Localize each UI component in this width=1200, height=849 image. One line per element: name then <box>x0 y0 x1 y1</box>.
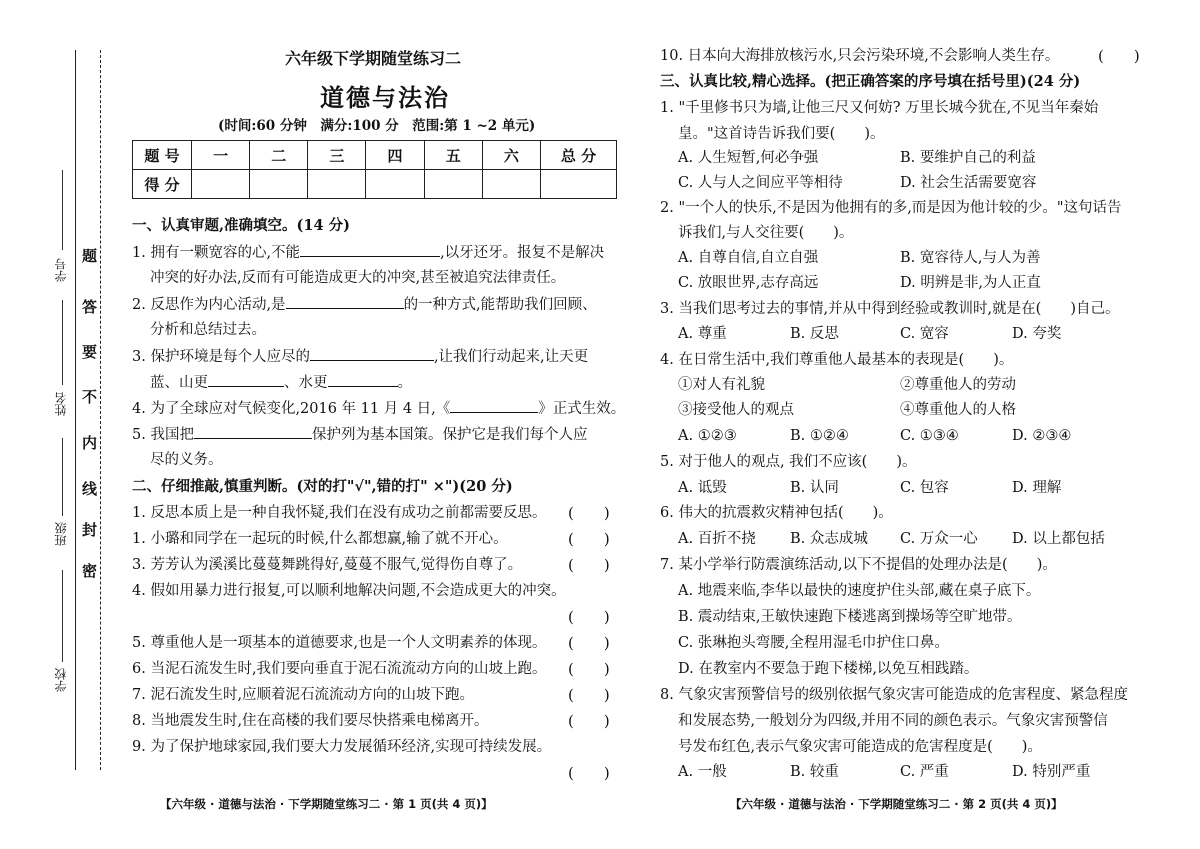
s3-q5-option-c[interactable]: C. 包容 <box>900 480 949 496</box>
exam-info: (时间:60 分钟 满分:100 分 范围:第 1 ~2 单元) <box>218 118 536 134</box>
s2-answer-1[interactable]: ( ) <box>568 504 610 522</box>
s3-q1-option-a[interactable]: A. 人生短暂,何必争强 <box>678 150 819 166</box>
score-row-label: 得 分 <box>133 170 192 199</box>
s1-q3-text-b: ,让我们行动起来,让天更 <box>433 349 589 365</box>
s3-q8-option-d[interactable]: D. 特别严重 <box>1012 764 1091 780</box>
footer-page-2: 【六年级 · 道德与法治 · 下学期随堂练习二 · 第 2 页(共 4 页)】 <box>730 797 1063 811</box>
s3-q7-option-a[interactable]: A. 地震来临,李华以最快的速度护住头部,藏在桌子底下。 <box>678 583 1041 599</box>
s1-q2-text-b: 的一种方式,能帮助我们回顾、 <box>403 297 597 313</box>
s1-q4-text-a: 4. 为了全球应对气候变化,2016 年 11 月 4 日,《 <box>132 401 451 417</box>
s2-answer-2[interactable]: ( ) <box>568 530 610 548</box>
seal-char-3: 要 <box>82 343 98 361</box>
s1-q3-text-c: 蓝、山更 <box>150 375 208 391</box>
s3-q3-option-c[interactable]: C. 宽容 <box>900 326 949 342</box>
score-header-cell: 四 <box>366 141 424 170</box>
s2-answer-6[interactable]: ( ) <box>568 660 610 678</box>
s1-q2-line2: 分析和总结过去。 <box>150 322 266 338</box>
s2-item-5: 5. 尊重他人是一项基本的道德要求,也是一个人文明素养的体现。 <box>132 635 547 651</box>
score-cell[interactable] <box>192 170 250 199</box>
s2-answer-9[interactable]: ( ) <box>568 764 610 782</box>
s3-q7-option-b[interactable]: B. 震动结束,王敏快速跑下楼逃离到操场等空旷地带。 <box>678 609 1022 625</box>
s3-q6-text: 6. 伟大的抗震救灾精神包括( )。 <box>660 505 893 521</box>
s3-q7-text: 7. 某小学举行防震演练活动,以下不提倡的处理办法是( )。 <box>660 557 1057 573</box>
s3-q3-option-b[interactable]: B. 反思 <box>790 326 839 342</box>
s1-q2-text-a: 2. 反思作为内心活动,是 <box>132 297 286 313</box>
s1-q5-line2: 尽的义务。 <box>150 452 223 468</box>
score-header-cell: 一 <box>192 141 250 170</box>
s3-q1-option-c[interactable]: C. 人与人之间应平等相待 <box>678 175 843 191</box>
s3-q3-option-a[interactable]: A. 尊重 <box>678 326 727 342</box>
s3-q4-option-b[interactable]: B. ①②④ <box>790 428 849 444</box>
s3-q4-item-1: ①对人有礼貌 <box>678 377 765 393</box>
seal-char-5: 内 <box>82 434 98 452</box>
blank-school[interactable] <box>62 570 63 662</box>
s3-q8-option-b[interactable]: B. 较重 <box>790 764 839 780</box>
s3-q4-item-3: ③接受他人的观点 <box>678 402 794 418</box>
s3-q7-option-c[interactable]: C. 张琳抱头弯腰,全程用湿毛巾护住口鼻。 <box>678 635 949 651</box>
s3-q3-option-d[interactable]: D. 夸奖 <box>1012 326 1062 342</box>
s1-q5-blank[interactable] <box>194 424 312 439</box>
s3-q8-line3: 号发布红色,表示气象灾害可能造成的危害程度是( )。 <box>678 739 1042 755</box>
section3-heading: 三、认真比较,精心选择。(把正确答案的序号填在括号里)(24 分) <box>660 73 1081 90</box>
s3-q8-option-c[interactable]: C. 严重 <box>900 764 949 780</box>
s3-q1-option-d[interactable]: D. 社会生活需要宽容 <box>900 175 1037 191</box>
s1-q3-blank2[interactable] <box>208 372 284 387</box>
s2-item-7: 7. 泥石流发生时,应顺着泥石流流动方向的山坡下跑。 <box>132 687 475 703</box>
score-table <box>132 140 617 199</box>
s3-q6-option-b[interactable]: B. 众志成城 <box>790 531 868 547</box>
s2-item-8: 8. 当地震发生时,住在高楼的我们要尽快搭乘电梯离开。 <box>132 713 489 729</box>
s2-item-1: 1. 反思本质上是一种自我怀疑,我们在没有成功之前都需要反思。 <box>132 505 547 521</box>
s3-q2-option-d[interactable]: D. 明辨是非,为人正直 <box>900 275 1041 291</box>
seal-char-6: 线 <box>82 480 98 498</box>
blank-student-number[interactable] <box>62 170 63 250</box>
s3-q1-line2: 皇。"这首诗告诉我们要( )。 <box>678 126 885 142</box>
seal-char-2: 答 <box>82 298 98 316</box>
s3-q1-option-b[interactable]: B. 要维护自己的利益 <box>900 150 1036 166</box>
score-header-cell: 总 分 <box>541 141 617 170</box>
s1-q2-blank[interactable] <box>286 294 404 309</box>
s1-q2-line1 <box>132 294 597 315</box>
s1-q3-text-e: 。 <box>397 375 412 391</box>
s3-q8-line1: 8. 气象灾害预警信号的级别依据气象灾害可能造成的危害程度、紧急程度 <box>660 687 1128 703</box>
s3-q3-text: 3. 当我们思考过去的事情,并从中得到经验或教训时,就是在( )自己。 <box>660 301 1120 317</box>
s2-answer-5[interactable]: ( ) <box>568 634 610 652</box>
score-cell[interactable] <box>424 170 482 199</box>
s3-q6-option-a[interactable]: A. 百折不挠 <box>678 531 756 547</box>
s3-q4-option-c[interactable]: C. ①③④ <box>900 428 959 444</box>
seal-char-1: 题 <box>82 247 98 265</box>
label-name: 姓名 <box>54 392 68 416</box>
s1-q1-text-a: 1. 拥有一颗宽容的心,不能 <box>132 245 301 261</box>
score-header-cell: 三 <box>308 141 366 170</box>
s3-q6-option-c[interactable]: C. 万众一心 <box>900 531 978 547</box>
s3-q4-item-2: ②尊重他人的劳动 <box>900 377 1016 393</box>
s1-q3-blank3[interactable] <box>328 372 398 387</box>
s1-q1-line1 <box>132 242 604 263</box>
s3-q8-option-a[interactable]: A. 一般 <box>678 764 727 780</box>
score-value-row <box>133 170 617 199</box>
s1-q1-blank[interactable] <box>300 242 440 257</box>
s3-q4-option-d[interactable]: D. ②③④ <box>1012 428 1072 444</box>
s1-q3-text-a: 3. 保护环境是每个人应尽的 <box>132 349 310 365</box>
s3-q5-option-d[interactable]: D. 理解 <box>1012 480 1062 496</box>
seal-char-8: 密 <box>82 562 98 580</box>
s1-q1-text-b: ,以牙还牙。报复不是解决 <box>440 245 605 261</box>
exam-title: 六年级下学期随堂练习二 <box>285 49 462 68</box>
blank-class[interactable] <box>62 438 63 516</box>
s1-q1-line2: 冲突的好办法,反而有可能造成更大的冲突,甚至被追究法律责任。 <box>150 270 566 286</box>
binding-line-outer <box>75 50 76 770</box>
s1-q3-line2 <box>150 372 412 393</box>
s1-q3-text-d: 、水更 <box>284 375 328 391</box>
s1-q5-line1 <box>132 424 587 445</box>
s2-item-3: 3. 芳芳认为溪溪比蔓蔓舞跳得好,蔓蔓不服气,觉得伤自尊了。 <box>132 557 523 573</box>
s2-answer-8[interactable]: ( ) <box>568 712 610 730</box>
s3-q2-option-c[interactable]: C. 放眼世界,志存高远 <box>678 275 819 291</box>
s2-answer-10[interactable]: ( ) <box>1098 47 1140 65</box>
s3-q6-option-d[interactable]: D. 以上都包括 <box>1012 531 1105 547</box>
label-class: 班级 <box>54 522 68 546</box>
s3-q8-line2: 和发展态势,一般划分为四级,并用不同的颜色表示。气象灾害预警信 <box>678 713 1108 729</box>
section2-heading: 二、仔细推敲,慎重判断。(对的打"√",错的打" ×")(20 分) <box>132 478 513 495</box>
seal-char-4: 不 <box>82 388 98 406</box>
score-cell[interactable] <box>366 170 424 199</box>
score-cell[interactable] <box>250 170 308 199</box>
s3-q4-item-4: ④尊重他人的人格 <box>900 402 1016 418</box>
binding-line-inner <box>100 50 101 770</box>
s1-q3-blank1[interactable] <box>310 346 434 361</box>
footer-page-1: 【六年级 · 道德与法治 · 下学期随堂练习二 · 第 1 页(共 4 页)】 <box>160 797 493 811</box>
label-school: 学校 <box>54 668 68 692</box>
s3-q5-option-a[interactable]: A. 诋毁 <box>678 480 727 496</box>
s2-item-4: 4. 假如用暴力进行报复,可以顺利地解决问题,不会造成更大的冲突。 <box>132 583 566 599</box>
blank-name[interactable] <box>62 300 63 385</box>
s1-q5-text-a: 5. 我国把 <box>132 427 194 443</box>
score-header-cell: 题 号 <box>133 141 192 170</box>
score-header-cell: 六 <box>482 141 540 170</box>
s3-q4-text: 4. 在日常生活中,我们尊重他人最基本的表现是( )。 <box>660 352 1014 368</box>
s1-q5-text-b: 保护列为基本国策。保护它是我们每个人应 <box>311 427 588 443</box>
score-header-row <box>133 141 617 170</box>
s1-q4-text-b: 》正式生效。 <box>538 401 626 417</box>
s3-q4-option-a[interactable]: A. ①②③ <box>678 428 737 444</box>
s3-q2-option-a[interactable]: A. 自尊自信,自立自强 <box>678 250 819 266</box>
s3-q1-line1: 1. "千里修书只为墙,让他三尺又何妨? 万里长城今犹在,不见当年秦始 <box>660 100 1099 116</box>
score-header-cell: 五 <box>424 141 482 170</box>
s2-item-6: 6. 当泥石流发生时,我们要向垂直于泥石流流动方向的山坡上跑。 <box>132 661 547 677</box>
s1-q4-line <box>132 398 625 419</box>
s1-q4-blank[interactable] <box>450 398 538 413</box>
s3-q7-option-d[interactable]: D. 在教室内不要急于跑下楼梯,以免互相践踏。 <box>678 661 979 677</box>
s3-q5-text: 5. 对于他人的观点, 我们不应该( )。 <box>660 454 917 470</box>
s2-answer-4[interactable]: ( ) <box>568 608 610 626</box>
score-cell[interactable] <box>482 170 540 199</box>
s2-answer-3[interactable]: ( ) <box>568 556 610 574</box>
section1-heading: 一、认真审题,准确填空。(14 分) <box>132 217 350 234</box>
s2-item-2: 1. 小璐和同学在一起玩的时候,什么都想赢,输了就不开心。 <box>132 531 508 547</box>
s3-q2-line1: 2. "一个人的快乐,不是因为他拥有的多,而是因为他计较的少。"这句话告 <box>660 200 1122 216</box>
s3-q5-option-b[interactable]: B. 认同 <box>790 480 839 496</box>
s2-item-9: 9. 为了保护地球家园,我们要大力发展循环经济,实现可持续发展。 <box>132 739 552 755</box>
s2-item-10: 10. 日本向大海排放核污水,只会污染环境,不会影响人类生存。 <box>660 48 1060 64</box>
subject-title: 道德与法治 <box>320 83 450 112</box>
s3-q2-line2: 诉我们,与人交往要( )。 <box>678 225 854 241</box>
seal-char-7: 封 <box>82 521 98 539</box>
score-cell[interactable] <box>308 170 366 199</box>
s2-answer-7[interactable]: ( ) <box>568 686 610 704</box>
label-student-number: 学号 <box>54 258 68 282</box>
score-header-cell: 二 <box>250 141 308 170</box>
s3-q2-option-b[interactable]: B. 宽容待人,与人为善 <box>900 250 1041 266</box>
s1-q3-line1 <box>132 346 588 367</box>
score-cell[interactable] <box>541 170 617 199</box>
